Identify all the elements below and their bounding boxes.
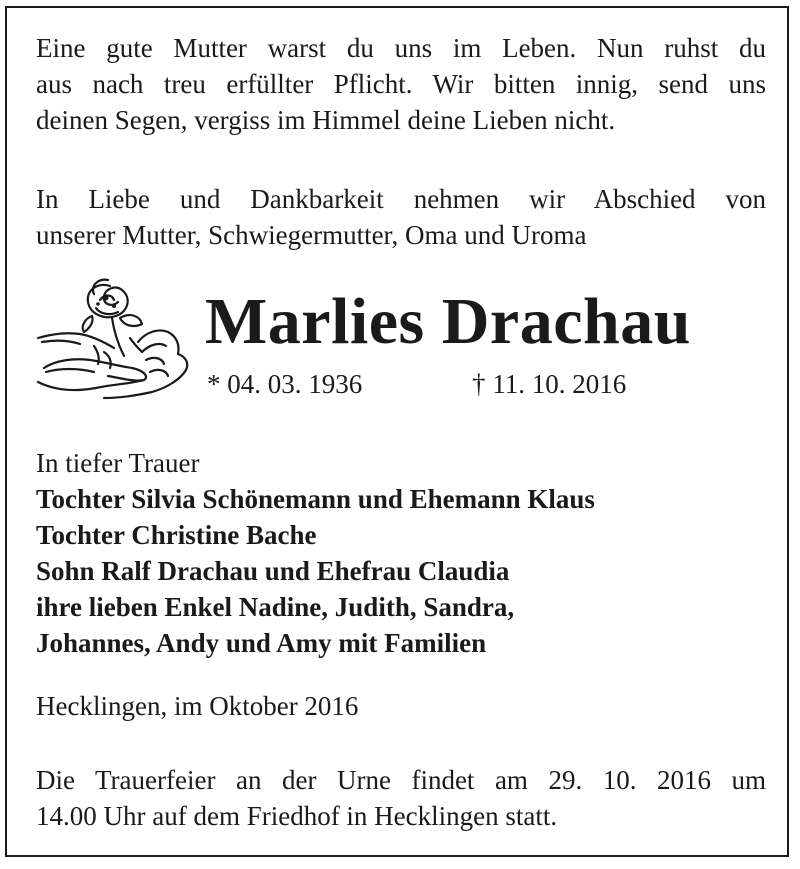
service-line: Die Trauerfeier an der Urne findet am 29. 10. 2016 um [36,765,766,795]
mourner-line: ihre lieben Enkel Nadine, Judith, Sandra, [36,592,515,622]
service-line: 14.00 Uhr auf dem Friedhof in Hecklingen statt. [36,801,558,831]
farewell-text [36,181,766,253]
mourner-line: Johannes, Andy und Amy mit Familien [36,628,487,658]
rose-in-hands-icon [34,272,196,412]
mourner-line: Tochter Silvia Schönemann und Ehemann Klaus [36,484,595,514]
mourner-line: Sohn Ralf Drachau und Ehefrau Claudia [36,556,510,586]
farewell-line: In Liebe und Dankbarkeit nehmen wir Abschied von [36,184,766,214]
verse-line: aus nach treu erfüllter Pflicht. Wir bitten innig, send uns [36,69,766,99]
verse-line: Eine gute Mutter warst du uns im Leben. Nun ruhst du [36,33,766,63]
mourners-list [36,445,766,661]
birth-date: * 04. 03. 1936 [207,369,363,399]
funeral-service-info [36,762,766,834]
memorial-verse [36,30,766,138]
verse-line: deinen Segen, vergiss im Himmel deine Lieben nicht. [36,105,616,135]
deceased-name: Marlies Drachau [205,285,691,358]
place-date-line: Hecklingen, im Oktober 2016 [36,691,359,721]
place-and-date [36,688,766,724]
mourner-line: Tochter Christine Bache [36,520,317,550]
death-date: † 11. 10. 2016 [472,369,627,399]
farewell-line: unserer Mutter, Schwiegermutter, Oma und Uroma [36,220,587,250]
mourning-intro: In tiefer Trauer [36,448,200,478]
